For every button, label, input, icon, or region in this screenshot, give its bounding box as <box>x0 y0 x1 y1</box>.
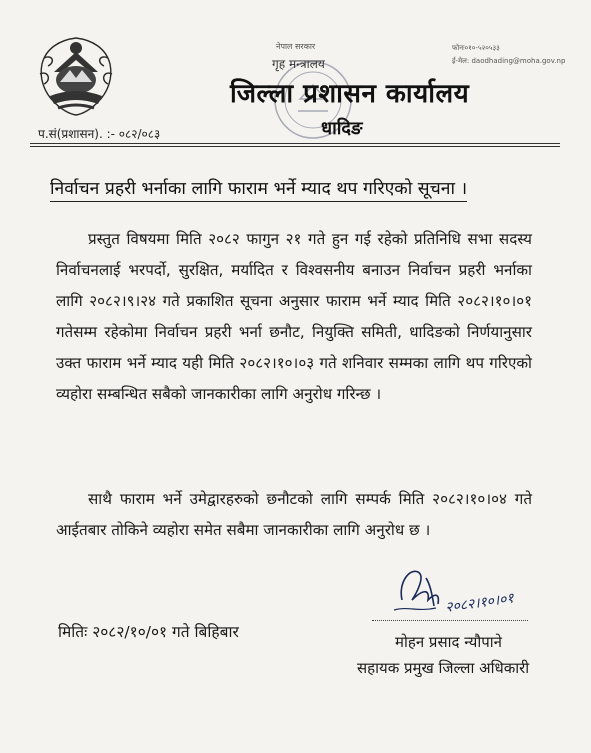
email-address: ई-मेल: daodhading@moha.gov.np <box>452 57 566 65</box>
header-rule-top <box>30 143 560 144</box>
phone-number: फोनः०१०-५२०५३३ <box>452 44 500 52</box>
nepal-emblem-icon <box>30 34 122 118</box>
handwritten-signature <box>388 560 528 624</box>
government-label: नेपाल सरकार <box>276 42 316 51</box>
signer-name: मोहन प्रसाद न्यौपाने <box>395 633 502 651</box>
notice-date: मितिः २०८२/१०/०१ गते बिहिबार <box>58 623 239 641</box>
header-rule-bottom <box>30 146 560 147</box>
signature-date: २०८२।१०।०१ <box>444 590 515 616</box>
notice-paragraph-1 <box>56 224 532 410</box>
paragraph-2-text: साथै फाराम भर्ने उमेद्वारहरुको छनौटको लागि सम्पर्क मिति २०८२।१०।०४ गते आईतबार तोकिने व्यहोरा समेत सबैमा जानकारीका लागि अनुरोध छ । <box>56 490 532 539</box>
reference-number: प.सं(प्रशासन). :- ०८२/०८३ <box>38 127 161 141</box>
ministry-name: गृह मन्त्रालय <box>272 57 325 71</box>
signer-title: सहायक प्रमुख जिल्ला अधिकारी <box>357 659 530 677</box>
notice-subject: निर्वाचन प्रहरी भर्नाका लागि फाराम भर्ने म्याद थप गरिएको सूचना । <box>50 176 467 202</box>
paragraph-1-text: प्रस्तुत विषयमा मिति २०८२ फागुन २१ गते हुन गई रहेको प्रतिनिधि सभा सदस्य निर्वाचनलाई भरपर्दो, सुरक्षित, मर्यादित र विश्वसनीय बनाउन निर्वाचन प्रहरी भर्नाका लागि २०८२।९।२४ गते प्रकाशित सूचना अनुसार फाराम भर्ने म्याद मिति २०८२।१०।०१ गतेसम्म रहेकोमा निर्वाचन प्रहरी भर्ना छनौट, नियुक्ति समिती, धादिङको निर्णयानुसार उक्त फाराम भर्ने म्याद यही मिति २०८२।१०।०३ गते शनिवार सम्मका लागि थप गरिएको व्यहोरा सम्बन्धित सबैको जानकारीका लागि अनुरोध गरिन्छ । <box>56 230 532 403</box>
district-name: धादिङ <box>321 118 363 139</box>
notice-paragraph-2 <box>56 484 532 546</box>
office-title: जिल्ला प्रशासन कार्यालय <box>230 79 470 109</box>
signature-line <box>372 620 528 621</box>
contact-block <box>452 42 565 68</box>
